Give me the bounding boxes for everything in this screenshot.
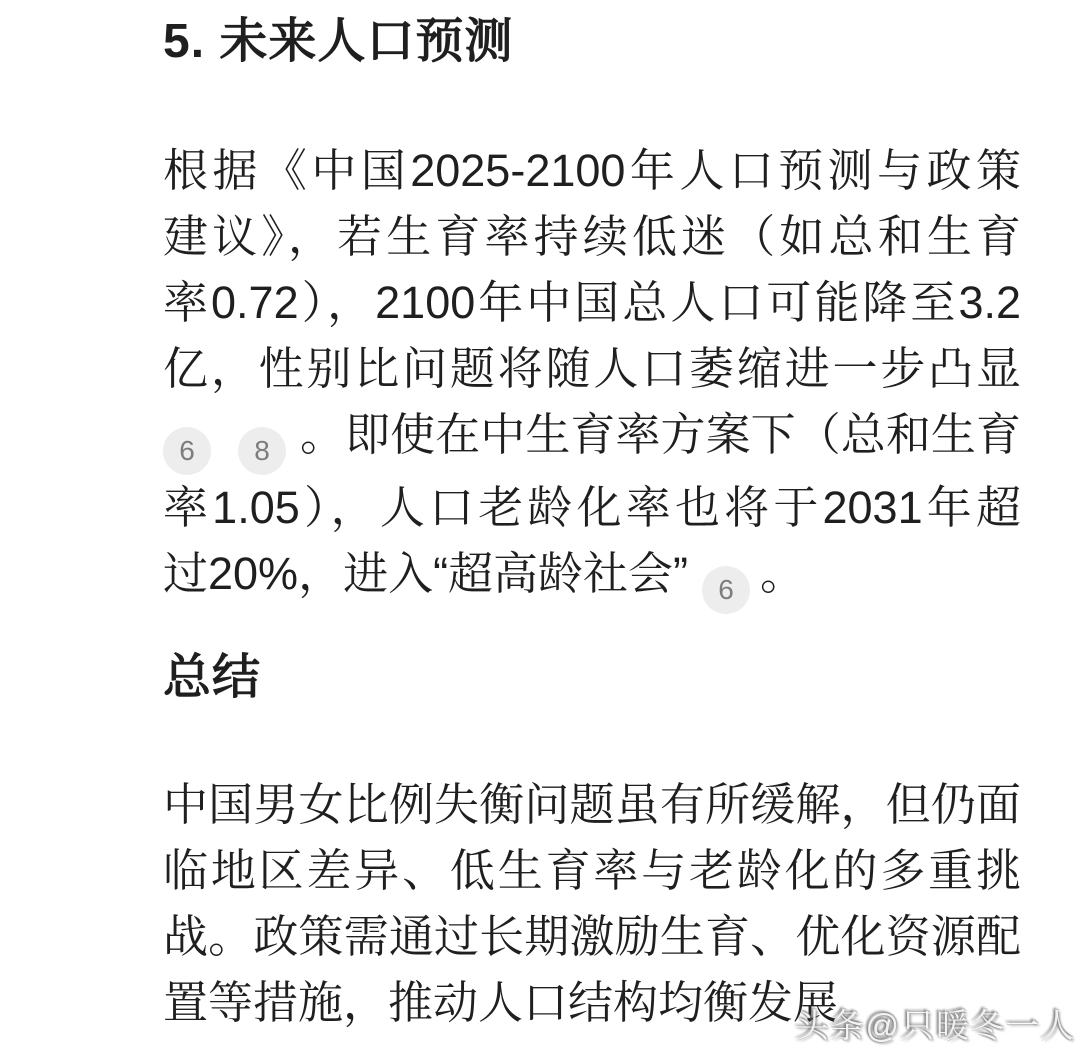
paragraph-line: 临地区差异、低生育率与老龄化的多重挑	[163, 845, 1021, 896]
paragraph-line: 率0.72），2100年中国总人口可能降至3.2	[163, 277, 1021, 328]
paragraph-line: 置等措施，推动人口结构均衡发展	[163, 977, 839, 1028]
paragraph-text: 。即使在中生育率方案下（总和生育	[300, 409, 1021, 460]
paragraph-line	[163, 402, 1021, 475]
paragraph-text: 过20%，进入“超高龄社会”	[163, 548, 689, 599]
paragraph-line	[163, 541, 1021, 614]
paragraph-line: 率1.05），人口老龄化率也将于2031年超	[163, 482, 1021, 533]
paragraph-line: 建议》，若生育率持续低迷（如总和生育	[163, 211, 1021, 262]
section-heading-summary: 总结	[163, 651, 262, 704]
section-heading-future-population: 5. 未来人口预测	[163, 15, 514, 68]
paragraph-line: 中国男女比例失衡问题虽有所缓解，但仍面	[163, 779, 1021, 830]
toutiao-watermark: 头条@只暖冬一人	[795, 1007, 1076, 1044]
paragraph-line: 根据《中国2025-2100年人口预测与政策	[163, 145, 1021, 196]
summary-paragraph	[163, 772, 1021, 1036]
citation-badge-6[interactable]: 6	[702, 566, 750, 614]
paragraph-line: 亿，性别比问题将随人口萎缩进一步凸显	[163, 343, 1021, 394]
citation-badge-8[interactable]: 8	[238, 427, 286, 475]
paragraph-line: 战。政策需通过长期激励生育、优化资源配	[163, 911, 1021, 962]
paragraph-text: 。	[760, 548, 806, 599]
future-population-paragraph	[163, 138, 1021, 614]
citation-badge-6[interactable]: 6	[163, 427, 211, 475]
